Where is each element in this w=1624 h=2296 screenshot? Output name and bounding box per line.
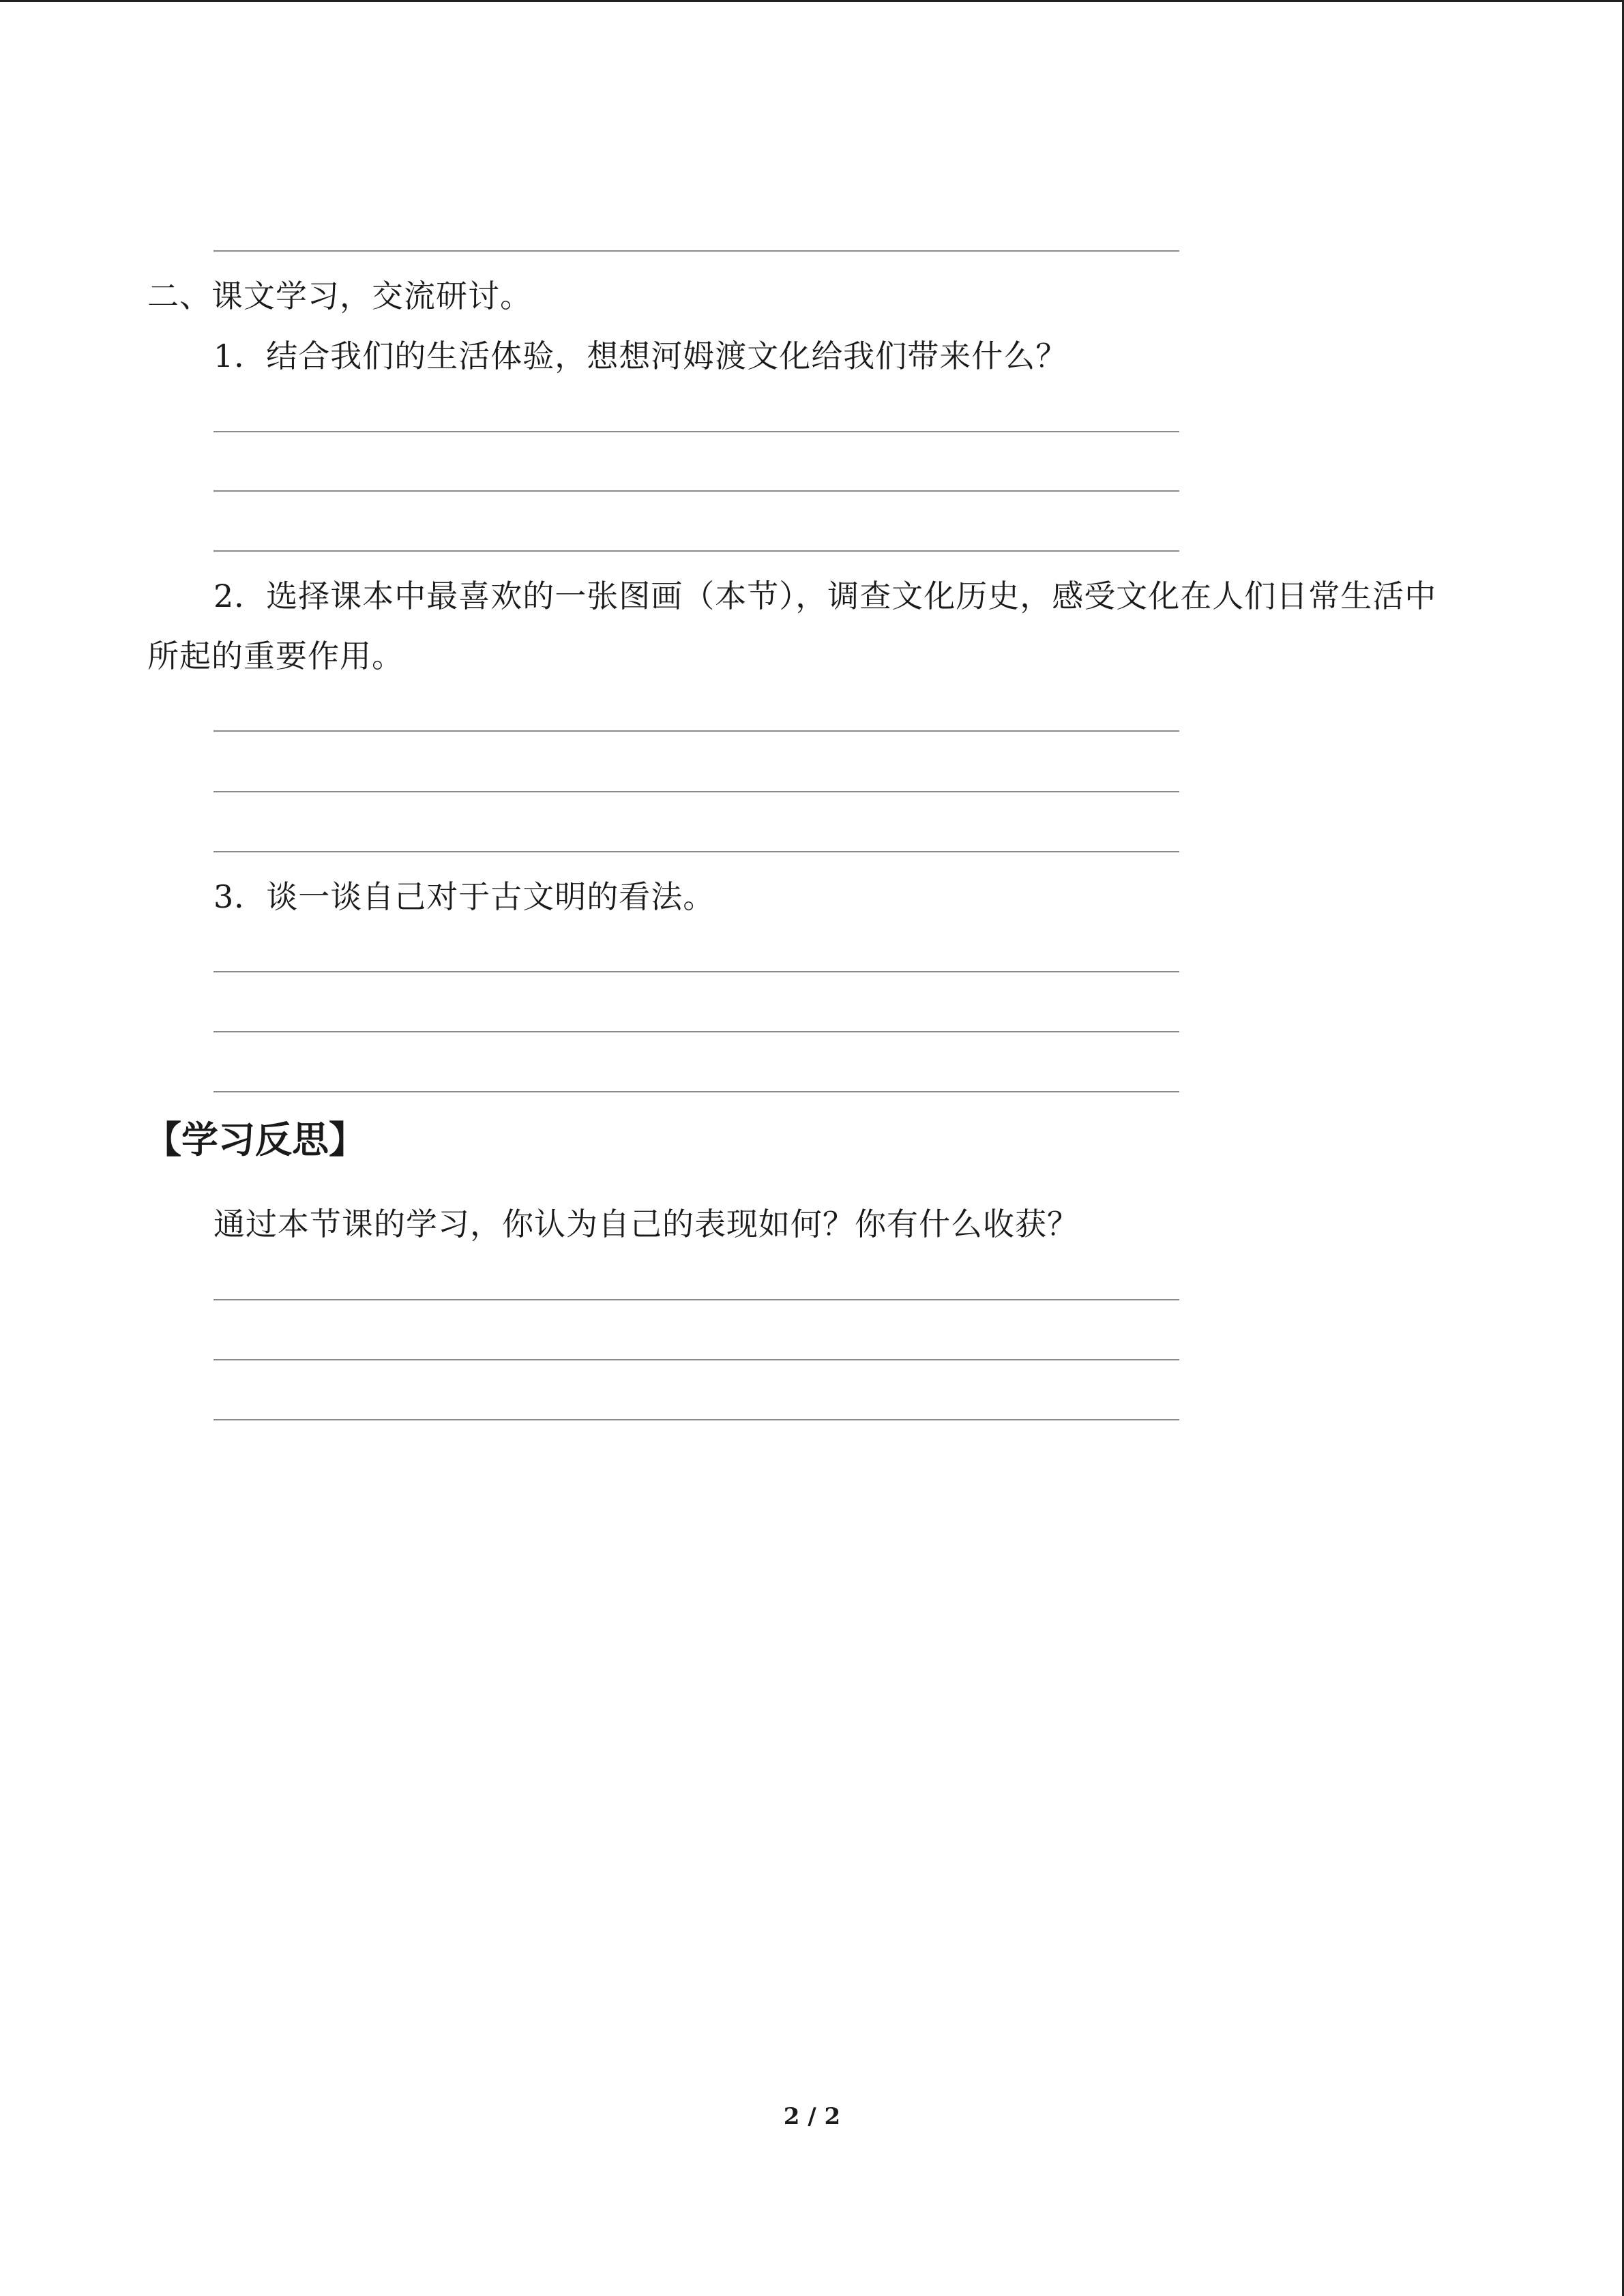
section-title: 二、课文学习，交流研讨。 [147,278,532,314]
reflection-heading: 【学习反思】 [145,1118,366,1161]
answer-line[interactable] [213,431,1179,432]
answer-line[interactable] [213,1419,1179,1420]
answer-line[interactable] [213,971,1179,972]
answer-line[interactable] [213,1031,1179,1032]
answer-line[interactable] [213,1299,1179,1300]
answer-line[interactable] [213,791,1179,792]
answer-line[interactable] [213,490,1179,492]
question-2-line-1: 2．选择课本中最喜欢的一张图画（本节），调查文化历史，感受文化在人们日常生活中 [213,578,1437,614]
answer-line[interactable] [213,250,1179,252]
reflection-prompt: 通过本节课的学习，你认为自己的表现如何？你有什么收获？ [213,1206,1079,1242]
question-1: 1．结合我们的生活体验，想想河姆渡文化给我们带来什么？ [213,338,1068,374]
answer-line[interactable] [213,851,1179,852]
answer-line[interactable] [213,1091,1179,1092]
page-number: 2 / 2 [783,2103,841,2130]
answer-line[interactable] [213,1359,1179,1360]
question-2-line-2: 所起的重要作用。 [147,638,404,674]
answer-line[interactable] [213,550,1179,552]
question-3: 3．谈一谈自己对于古文明的看法。 [213,878,715,915]
answer-line[interactable] [213,730,1179,732]
